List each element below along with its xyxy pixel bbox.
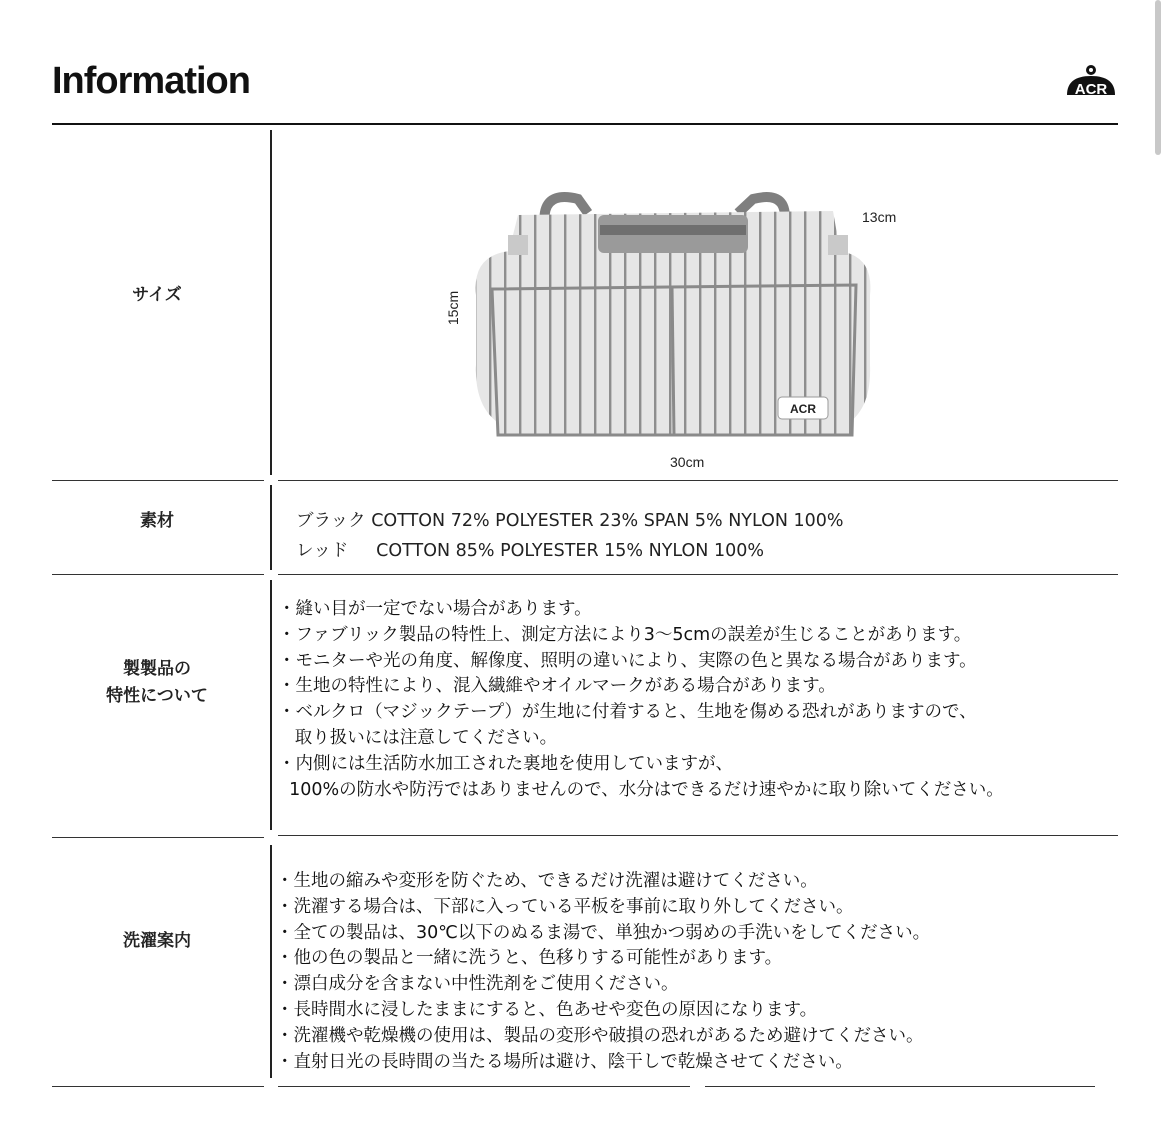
column-divider bbox=[270, 845, 272, 1078]
list-item: ・モニターや光の角度、解像度、照明の違いにより、実際の色と異なる場合があります。 bbox=[278, 650, 977, 671]
column-divider bbox=[270, 580, 272, 830]
column-divider bbox=[270, 485, 272, 570]
size-height: 15cm bbox=[445, 290, 462, 326]
material-list bbox=[296, 506, 844, 566]
svg-text:ACR: ACR bbox=[1074, 81, 1108, 98]
list-item: ・漂白成分を含まない中性洗剤をご使用ください。 bbox=[276, 974, 679, 995]
list-item: 100%の防水や防汚ではありませんので、水分はできるだけ速やかに取り除いてください。 bbox=[278, 779, 1004, 800]
list-item: ・洗濯する場合は、下部に入っている平板を事前に取り外してください。 bbox=[276, 896, 854, 917]
features-list bbox=[278, 597, 1004, 803]
size-depth: 13cm bbox=[862, 209, 897, 225]
list-item: ・全ての製品は、30℃以下のぬるま湯で、単独かつ弱めの手洗いをしてください。 bbox=[276, 922, 931, 943]
list-item: ・縫い目が一定でない場合があります。 bbox=[278, 599, 592, 619]
list-item: ・生地の縮みや変形を防ぐため、できるだけ洗濯は避けてください。 bbox=[276, 871, 818, 891]
material-row-red: レッド COTTON 85% POLYESTER 15% NYLON 100% bbox=[296, 541, 764, 561]
row-divider bbox=[52, 837, 264, 838]
size-label: サイズ bbox=[132, 285, 182, 305]
list-item: ・生地の特性により、混入繊維やオイルマークがある場合があります。 bbox=[278, 676, 836, 697]
features-label bbox=[52, 656, 262, 710]
page-title: Information bbox=[52, 60, 250, 102]
size-width: 30cm bbox=[670, 454, 705, 470]
list-item: ・直射日光の長時間の当たる場所は避け、陰干しで乾燥させてください。 bbox=[276, 1051, 853, 1072]
row-divider bbox=[705, 1086, 1095, 1087]
scrollbar[interactable] bbox=[1155, 0, 1161, 155]
row-divider bbox=[278, 835, 1118, 836]
features-label-line2: 特性について bbox=[106, 686, 208, 706]
material-label: 素材 bbox=[140, 511, 174, 531]
brand-logo bbox=[1064, 62, 1118, 102]
washing-list bbox=[276, 869, 930, 1075]
list-item: ・内側には生活防水加工された裏地を使用していますが、 bbox=[278, 753, 733, 774]
washing-label: 洗濯案内 bbox=[123, 931, 191, 951]
row-divider bbox=[278, 1086, 690, 1087]
list-item: ・洗濯機や乾燥機の使用は、製品の変形や破損の恐れがあるため避けてください。 bbox=[276, 1025, 924, 1046]
bag-image bbox=[468, 185, 878, 440]
features-label-line1: 製製品の bbox=[123, 659, 191, 679]
list-item: ・ファブリック製品の特性上、測定方法により3～5cmの誤差が生じることがあります。 bbox=[278, 624, 972, 645]
row-divider bbox=[52, 480, 264, 481]
column-divider bbox=[270, 130, 272, 475]
material-row-black: ブラック COTTON 72% POLYESTER 23% SPAN 5% NYLON 100% bbox=[296, 511, 844, 531]
list-item: ・ベルクロ（マジックテープ）が生地に付着すると、生地を傷める恐れがありますので、 bbox=[278, 702, 977, 723]
row-divider bbox=[278, 480, 1118, 481]
svg-text:ACR: ACR bbox=[790, 402, 816, 416]
header-rule bbox=[52, 123, 1118, 125]
row-divider bbox=[52, 574, 264, 575]
row-divider bbox=[278, 574, 1118, 575]
list-item: 取り扱いには注意してください。 bbox=[278, 727, 558, 748]
row-divider bbox=[52, 1086, 264, 1087]
list-item: ・長時間水に浸したままにすると、色あせや変色の原因になります。 bbox=[276, 999, 818, 1020]
list-item: ・他の色の製品と一緒に洗うと、色移りする可能性があります。 bbox=[276, 948, 783, 969]
